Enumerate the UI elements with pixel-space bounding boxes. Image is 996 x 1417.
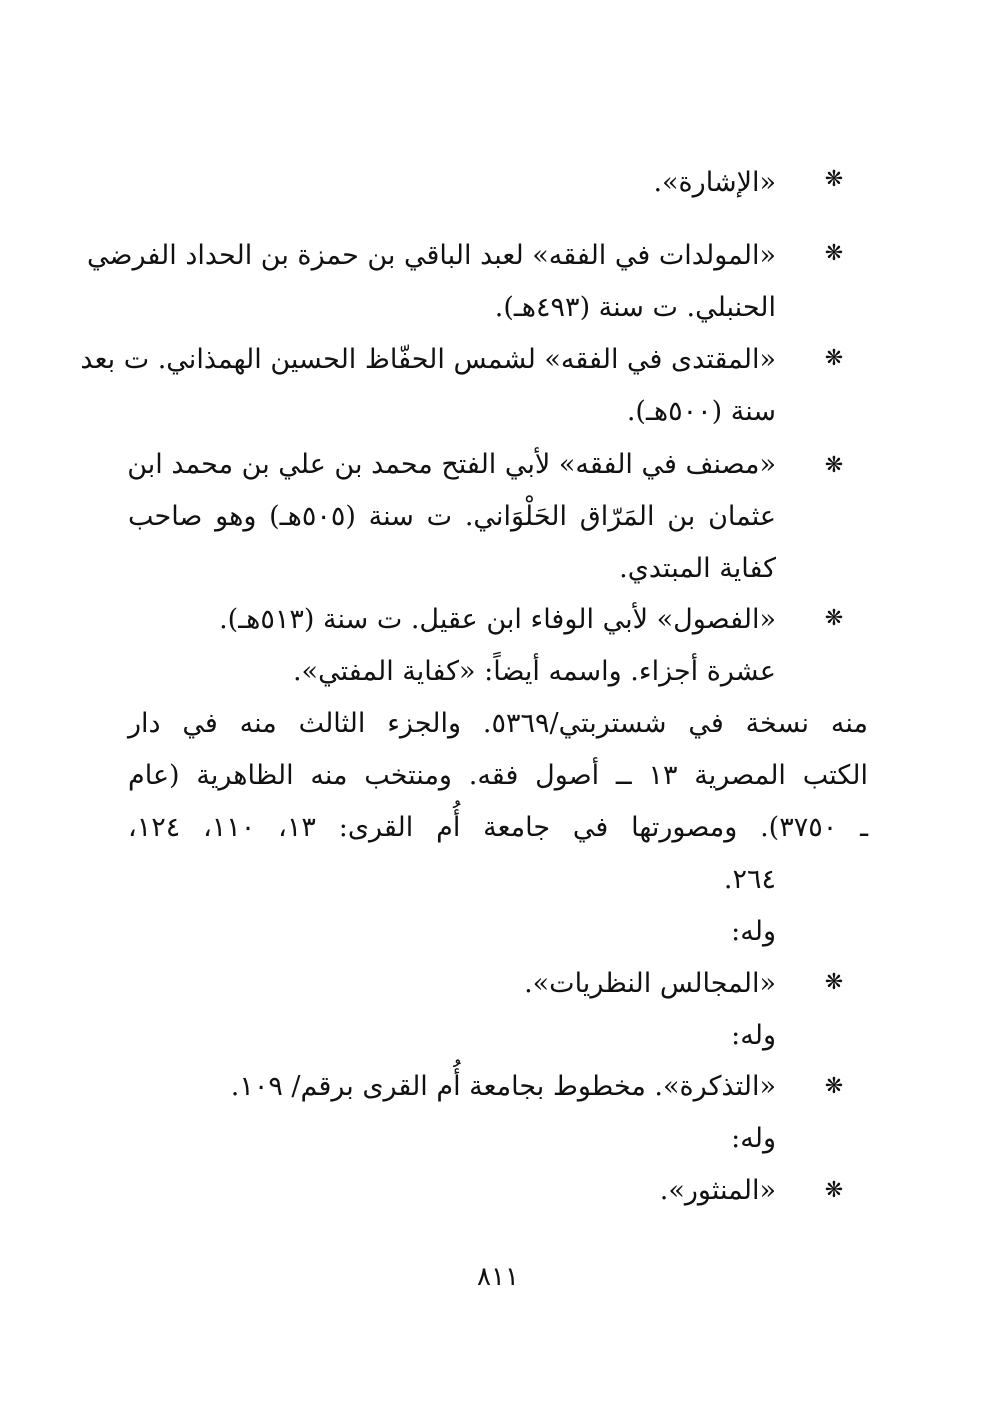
entry-al-tadhkira: «التذكرة». مخطوط بجامعة أُم القرى برقم/ ١٠٩. [230, 1071, 776, 1102]
manuscripts-line-2: الكتب المصرية ١٣ ــ أصول فقه. ومنتخب منه الظاهرية (عام [128, 760, 869, 791]
bullet-star-icon: ❋ [824, 1074, 844, 1099]
manuscripts-line-3: ـ ٣٧٥٠). ومصورتها في جامعة أُم القرى: ١٣، ١١٠، ١٢٤، [128, 812, 868, 843]
entry-al-muqtada-line-1: «المقتدى في الفقه» لشمس الحفّاظ الحسين الهمذاني. ت بعد [80, 344, 776, 375]
wa-lahu-label: وله: [731, 1020, 776, 1051]
bullet-star-icon: ❋ [824, 606, 844, 631]
bullet-star-icon: ❋ [824, 241, 844, 266]
bullet-star-icon: ❋ [824, 970, 844, 995]
entry-al-fusul-note: عشرة أجزاء. واسمه أيضاً: «كفاية المفتي». [292, 656, 776, 687]
entry-al-muwalladat-line-1: «المولدات في الفقه» لعبد الباقي بن حمزة بن الحداد الفرضي [87, 240, 776, 271]
bullet-star-icon: ❋ [824, 1178, 844, 1203]
entry-al-manthur: «المنثور». [659, 1175, 776, 1206]
bullet-star-icon: ❋ [824, 453, 844, 478]
wa-lahu-label: وله: [731, 1123, 776, 1154]
entry-musannaf-line-2: عثمان بن المَرّاق الحَلْوَاني. ت سنة (٥٠٥هـ) وهو صاحب [128, 501, 776, 532]
entry-al-muwalladat-line-2: الحنبلي. ت سنة (٤٩٣هـ). [494, 292, 776, 323]
entry-al-fusul: «الفصول» لأبي الوفاء ابن عقيل. ت سنة (٥١٣هـ). [219, 604, 776, 635]
bullet-star-icon: ❋ [824, 346, 844, 371]
manuscripts-line-1: منه نسخة في شستربتي/٥٣٦٩. والجزء الثالث منه في دار [128, 708, 868, 739]
entry-al-muqtada-line-2: سنة (٥٠٠هـ). [626, 396, 776, 427]
entry-al-ishara: «الإشارة». [653, 167, 776, 198]
entry-musannaf-line-3: كفاية المبتدي. [619, 553, 776, 584]
bullet-star-icon: ❋ [824, 167, 844, 192]
wa-lahu-label: وله: [731, 916, 776, 947]
entry-al-majalis: «المجالس النظريات». [524, 968, 776, 999]
manuscripts-line-4: ٢٦٤. [723, 864, 776, 895]
page-number: ٨١١ [477, 1262, 519, 1292]
entry-musannaf-line-1: «مصنف في الفقه» لأبي الفتح محمد بن علي بن محمد ابن [127, 449, 776, 480]
